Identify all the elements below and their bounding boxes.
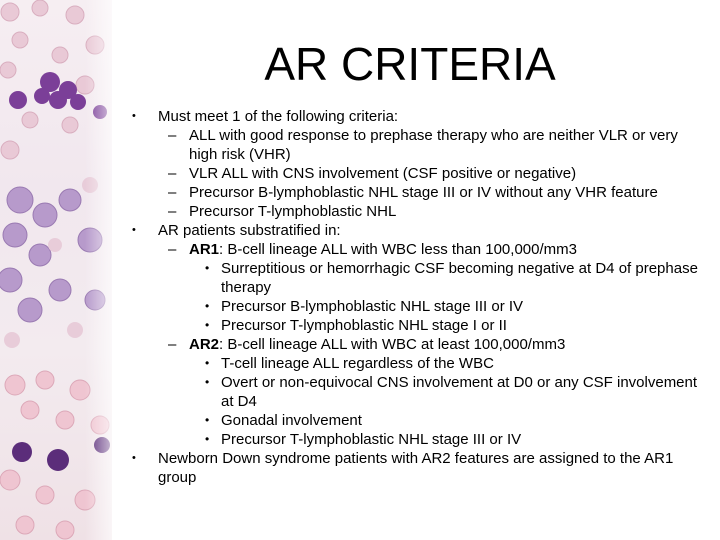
list-item: • Precursor T-lymphoblastic NHL stage III or IV (205, 431, 522, 448)
list-item: – Precursor B-lymphoblastic NHL stage III or IV without any VHR feature (168, 184, 658, 201)
blood-smear-image (0, 0, 112, 540)
list-item: • Precursor B-lymphoblastic NHL stage III or IV (205, 298, 524, 315)
list-item: – VLR ALL with CNS involvement (CSF positive or negative) (168, 165, 577, 182)
list-item: • T-cell lineage ALL regardless of the WBC (205, 355, 494, 372)
list-item: – AR1: B-cell lineage ALL with WBC less than 100,000/mm3 (168, 241, 577, 258)
list-item: • Newborn Down syndrome patients with AR2 features are assigned to the AR1 group (132, 450, 674, 486)
list-item: • Overt or non-equivocal CNS involvement at D0 or any CSF involvement at D4 (205, 374, 698, 410)
list-item: • Precursor T-lymphoblastic NHL stage I or II (205, 317, 507, 334)
list-item: – ALL with good response to prephase therapy who are neither VLR or very high risk (VHR) (168, 127, 678, 163)
list-item: • AR patients substratified in: (132, 222, 341, 239)
list-item: • Gonadal involvement (205, 412, 362, 429)
criteria-list (130, 107, 710, 487)
list-item: – Precursor T-lymphoblastic NHL (168, 203, 397, 220)
slide-title: AR CRITERIA (264, 38, 556, 90)
list-item: • Surreptitious or hemorrhagic CSF becoming negative at D4 of prephase therapy (205, 260, 698, 296)
list-item: • Must meet 1 of the following criteria: (132, 108, 399, 125)
list-item: – AR2: B-cell lineage ALL with WBC at least 100,000/mm3 (168, 336, 566, 353)
